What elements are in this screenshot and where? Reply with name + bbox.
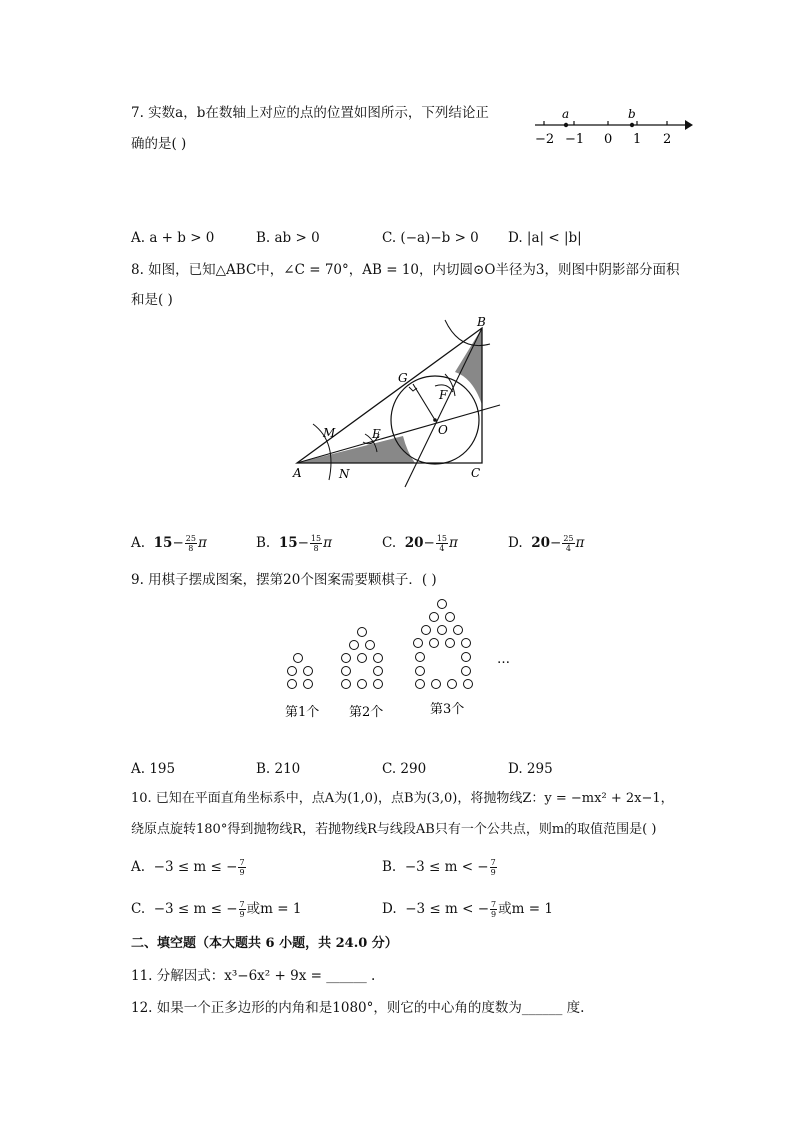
q7-option-d[interactable]: D. |a| < |b| — [508, 230, 582, 246]
q8-option-d[interactable]: D. 20− $\frac{25}{4}$ π — [508, 534, 585, 553]
svg-text:第1个: 第1个 — [285, 705, 320, 720]
q7-stem-line1: 7. 实数a，b在数轴上对应的点的位置如图所示，下列结论正 — [131, 105, 489, 121]
tick-label: 1 — [633, 132, 642, 147]
point-a — [564, 123, 568, 127]
q9-option-a[interactable]: A. 195 — [131, 761, 176, 777]
section-heading: 二、填空题（本大题共 6 小题，共 24.0 分） — [131, 936, 398, 951]
svg-text:B: B — [477, 315, 486, 329]
q7-stem-line2: 确的是( ) — [131, 136, 187, 152]
svg-text:O: O — [438, 423, 448, 437]
q7-option-a[interactable]: A. a + b > 0 — [131, 230, 215, 246]
q8-option-c[interactable]: C. 20− $\frac{15}{4}$ π — [382, 534, 458, 553]
tick-label: 0 — [604, 132, 613, 147]
q10-stem-line1: 10. 已知在平面直角坐标系中，点A为(1,0)，点B为(3,0)，将抛物线Z：y = −mx² + 2x−1， — [131, 791, 674, 806]
q9-stem: 9. 用棋子摆成图案，摆第20个图案需要颗棋子．( ) — [131, 572, 437, 588]
q7-option-c[interactable]: C. (−a)−b > 0 — [382, 230, 479, 246]
q10-option-a[interactable]: A. −3 ≤ m ≤ − $\frac{7}{9}$ — [131, 858, 245, 877]
svg-text:C: C — [471, 466, 481, 480]
q9-pattern-figure — [282, 597, 522, 727]
q9-option-b[interactable]: B. 210 — [256, 761, 301, 777]
q9-option-d[interactable]: D. 295 — [508, 761, 553, 777]
svg-text:…: … — [497, 652, 510, 667]
q7-option-b[interactable]: B. ab > 0 — [256, 230, 320, 246]
point-b — [630, 123, 634, 127]
q8-option-a[interactable]: A. 15− $\frac{25}{8}$ π — [131, 534, 207, 553]
svg-text:M: M — [323, 426, 336, 440]
tick-label: −1 — [565, 132, 585, 147]
q10-option-c[interactable]: C. −3 ≤ m ≤ − $\frac{7}{9}$ 或m = 1 — [131, 900, 302, 919]
tick-label: 2 — [663, 132, 672, 147]
svg-text:F: F — [439, 388, 448, 402]
label-b: b — [628, 107, 636, 121]
arrow-icon — [685, 120, 693, 130]
svg-text:第2个: 第2个 — [349, 705, 384, 720]
svg-text:G: G — [398, 371, 408, 385]
svg-text:第3个: 第3个 — [430, 702, 465, 717]
svg-text:N: N — [339, 467, 350, 481]
q10-option-d[interactable]: D. −3 ≤ m < − $\frac{7}{9}$ 或m = 1 — [382, 900, 553, 919]
label-a: a — [562, 107, 570, 121]
q12-stem: 12. 如果一个正多边形的内角和是1080°，则它的中心角的度数为______ 度. — [131, 1000, 585, 1016]
q10-stem-line2: 绕原点旋转180°得到抛物线R，若抛物线R与线段AB只有一个公共点，则m的取值范围是( ) — [131, 822, 657, 837]
svg-text:A: A — [293, 466, 302, 480]
q8-stem-line1: 8. 如图，已知△ABC中，∠C = 70°，AB = 10，内切圆⊙O半径为3，则图中阴影部分面积 — [131, 262, 680, 278]
q8-option-b[interactable]: B. 15− $\frac{15}{8}$ π — [256, 534, 332, 553]
q8-triangle-figure — [285, 312, 515, 492]
svg-text:E: E — [372, 427, 381, 441]
q7-number-line — [535, 105, 695, 150]
q9-option-c[interactable]: C. 290 — [382, 761, 427, 777]
q8-stem-line2: 和是( ) — [131, 292, 173, 308]
q11-stem: 11. 分解因式：x³−6x² + 9x = ______ . — [131, 968, 376, 984]
q10-option-b[interactable]: B. −3 ≤ m < − $\frac{7}{9}$ — [382, 858, 496, 877]
tick-label: −2 — [535, 132, 555, 147]
